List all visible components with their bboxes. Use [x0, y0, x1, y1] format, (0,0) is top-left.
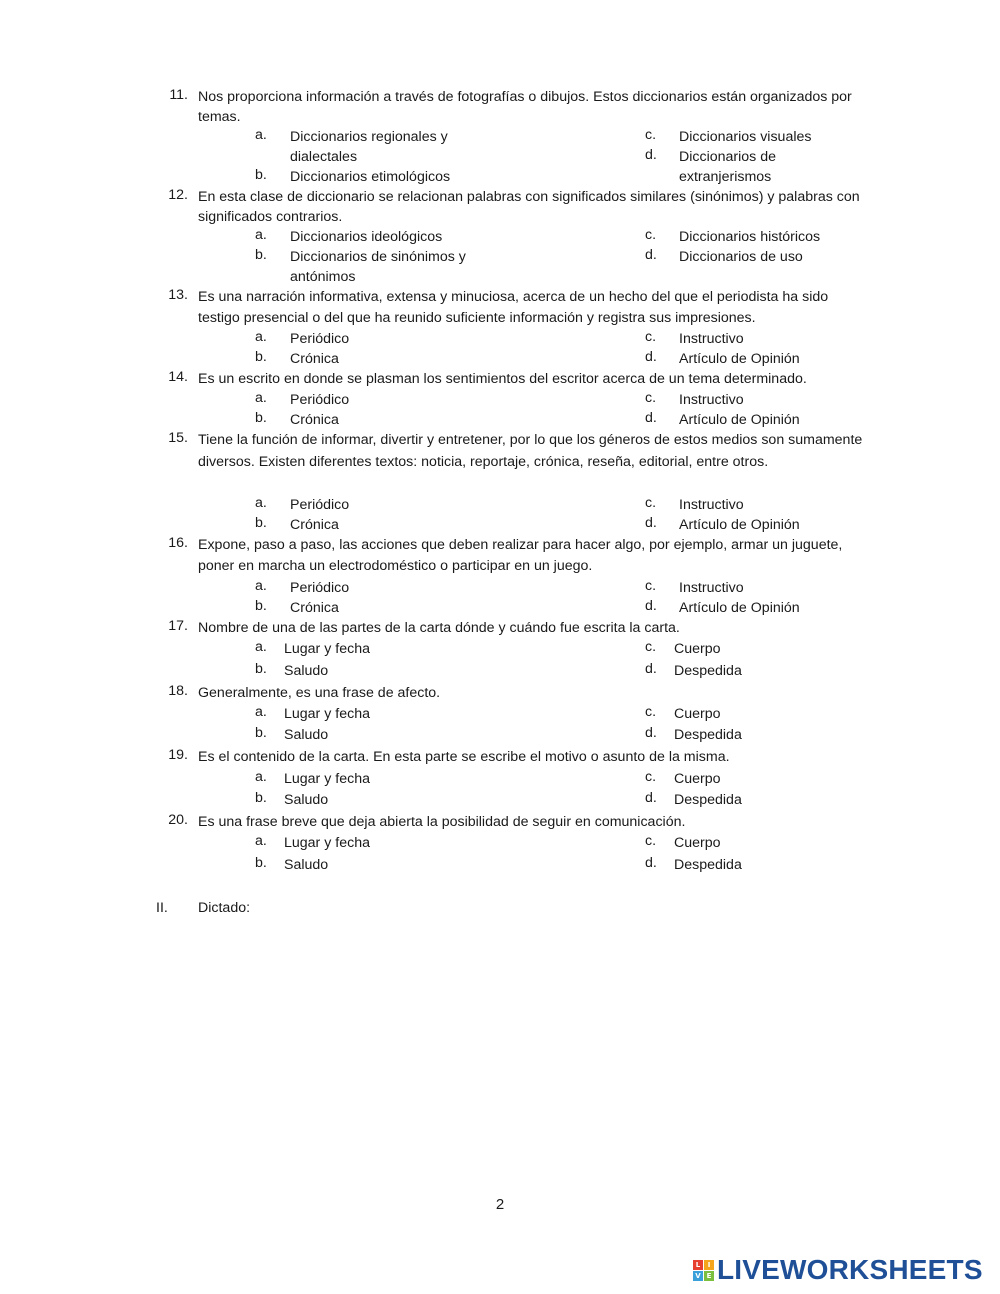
option-text: Lugar y fecha	[284, 771, 370, 787]
option-letter: a.	[255, 639, 267, 655]
option-text: Periódico	[290, 392, 350, 408]
option-text: Instructivo	[679, 580, 744, 596]
option-text: Lugar y fecha	[284, 706, 370, 722]
option-letter: b.	[255, 855, 267, 871]
logo-block: E	[704, 1271, 714, 1281]
option-letter: d.	[645, 598, 657, 614]
option-text: Saludo	[284, 727, 329, 743]
question-text: Tiene la función de informar, divertir y entretener, por lo que los géneros de estos medios son sumamente diversos. Existen diferentes textos: noticia, reportaje, crónica, reseña, editorial, entre otros.	[198, 432, 863, 470]
option-letter: c.	[645, 127, 657, 143]
option-letter: a.	[255, 769, 267, 785]
option-text: Diccionarios ideológicos	[290, 229, 443, 245]
option-letter: b.	[255, 790, 267, 806]
option-letter: b.	[255, 410, 267, 426]
option-letter: c.	[645, 578, 657, 594]
option-letter: c.	[645, 833, 657, 849]
question-text: Es una frase breve que deja abierta la posibilidad de seguir en comunicación.	[198, 814, 686, 830]
logo-block: I	[704, 1260, 714, 1270]
option-letter: d.	[645, 661, 657, 677]
question-text: En esta clase de diccionario se relacionan palabras con significados similares (sinónimos) y palabras con significados contrarios.	[198, 189, 860, 225]
option-letter: a.	[255, 329, 267, 345]
option-letter: c.	[645, 704, 657, 720]
option-text: Diccionarios de extranjerismos	[679, 149, 776, 185]
option-text: Cuerpo	[674, 835, 721, 851]
option-text: Artículo de Opinión	[679, 517, 800, 533]
option-text: Despedida	[674, 663, 742, 679]
option-letter: d.	[645, 349, 657, 365]
option-text: Crónica	[290, 600, 339, 616]
question-text: Nos proporciona información a través de fotografías o dibujos. Estos diccionarios están organizados por temas.	[198, 89, 852, 125]
option-letter: b.	[255, 598, 267, 614]
question-text: Generalmente, es una frase de afecto.	[198, 685, 441, 701]
option-text: Instructivo	[679, 497, 744, 513]
option-text: Saludo	[284, 857, 329, 873]
option-letter: d.	[645, 147, 657, 163]
question-number: 17.	[168, 618, 188, 634]
option-text: Crónica	[290, 517, 339, 533]
option-text: Cuerpo	[674, 706, 721, 722]
question-text: Es el contenido de la carta. En esta parte se escribe el motivo o asunto de la misma.	[198, 749, 730, 765]
question-number: 11.	[169, 87, 188, 103]
option-text: Artículo de Opinión	[679, 412, 800, 428]
option-letter: c.	[645, 495, 657, 511]
option-letter: a.	[255, 833, 267, 849]
question-text: Nombre de una de las partes de la carta dónde y cuándo fue escrita la carta.	[198, 620, 680, 636]
option-letter: b.	[255, 247, 267, 263]
logo-block: L	[693, 1260, 703, 1270]
page-number: 2	[495, 1196, 505, 1213]
option-letter: c.	[645, 329, 657, 345]
section-roman-numeral: II.	[156, 900, 168, 916]
question-number: 18.	[168, 683, 188, 699]
option-text: Diccionarios históricos	[679, 229, 821, 245]
option-letter: d.	[645, 515, 657, 531]
option-letter: c.	[645, 769, 657, 785]
option-letter: c.	[645, 639, 657, 655]
option-letter: d.	[645, 247, 657, 263]
option-letter: d.	[645, 855, 657, 871]
option-letter: b.	[255, 725, 267, 741]
option-letter: a.	[255, 495, 267, 511]
question-text: Es una narración informativa, extensa y minuciosa, acerca de un hecho del que el periodista ha sido testigo presencial o del que ha reunido suficiente información y registra sus impresiones.	[198, 289, 829, 326]
option-letter: a.	[255, 127, 267, 143]
question-number: 20.	[168, 812, 188, 828]
logo-mark-icon	[693, 1260, 714, 1281]
option-text: Lugar y fecha	[284, 835, 370, 851]
option-letter: b.	[255, 167, 267, 183]
option-letter: a.	[255, 578, 267, 594]
option-letter: d.	[645, 790, 657, 806]
option-letter: a.	[255, 704, 267, 720]
option-text: Cuerpo	[674, 771, 721, 787]
option-letter: b.	[255, 661, 267, 677]
option-text: Diccionarios etimológicos	[290, 169, 451, 185]
option-text: Diccionarios de sinónimos y antónimos	[290, 249, 466, 285]
section-title: Dictado:	[198, 900, 251, 916]
option-text: Diccionarios visuales	[679, 129, 812, 145]
logo-wordmark: LIVEWORKSHEETS	[717, 1254, 983, 1285]
option-text: Artículo de Opinión	[679, 600, 800, 616]
option-text: Periódico	[290, 331, 350, 347]
question-number: 19.	[168, 747, 188, 763]
option-text: Despedida	[674, 792, 742, 808]
option-letter: d.	[645, 725, 657, 741]
question-text: Expone, paso a paso, las acciones que deben realizar para hacer algo, por ejemplo, armar un juguete, poner en marcha un electrodoméstico o participar en un juego.	[198, 537, 843, 574]
option-text: Cuerpo	[674, 641, 721, 657]
option-text: Diccionarios regionales y dialectales	[290, 129, 448, 165]
question-text: Es un escrito en donde se plasman los sentimientos del escritor acerca de un tema determinado.	[198, 371, 807, 387]
option-letter: c.	[645, 227, 657, 243]
option-letter: b.	[255, 515, 267, 531]
option-text: Lugar y fecha	[284, 641, 370, 657]
option-text: Saludo	[284, 792, 329, 808]
logo-block: V	[693, 1271, 703, 1281]
option-text: Crónica	[290, 351, 339, 367]
option-text: Periódico	[290, 497, 350, 513]
option-text: Despedida	[674, 857, 742, 873]
option-text: Periódico	[290, 580, 350, 596]
option-text: Instructivo	[679, 331, 744, 347]
option-letter: a.	[255, 227, 267, 243]
option-text: Crónica	[290, 412, 339, 428]
option-letter: d.	[645, 410, 657, 426]
option-text: Instructivo	[679, 392, 744, 408]
question-number: 12.	[168, 187, 188, 203]
liveworksheets-logo[interactable]	[693, 1254, 983, 1286]
option-text: Despedida	[674, 727, 742, 743]
option-letter: b.	[255, 349, 267, 365]
option-text: Saludo	[284, 663, 329, 679]
question-number: 14.	[168, 369, 188, 385]
question-number: 13.	[168, 287, 188, 303]
question-number: 15.	[168, 430, 188, 446]
question-number: 16.	[168, 535, 188, 551]
option-text: Artículo de Opinión	[679, 351, 800, 367]
option-letter: a.	[255, 390, 267, 406]
option-letter: c.	[645, 390, 657, 406]
option-text: Diccionarios de uso	[679, 249, 803, 265]
